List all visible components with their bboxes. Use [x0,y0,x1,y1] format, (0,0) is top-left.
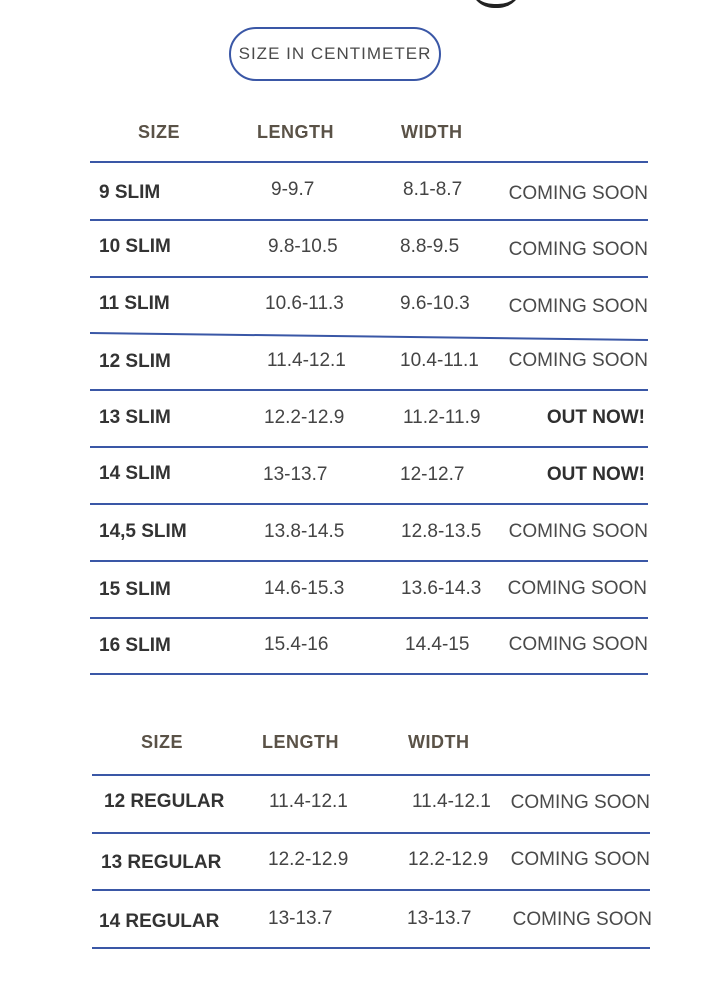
width-cell: 10.4-11.1 [400,350,479,371]
status-cell: COMING SOON [508,296,648,317]
table-divider [90,673,648,675]
header-width: WIDTH [401,122,463,142]
header-length: LENGTH [262,732,339,752]
status-cell: COMING SOON [510,792,650,813]
status-cell: COMING SOON [510,849,650,870]
status-cell: COMING SOON [512,909,652,930]
table-row [90,163,650,220]
table-row [90,390,650,447]
length-cell: 11.4-12.1 [269,791,348,812]
table-row [92,833,652,890]
length-cell: 12.2-12.9 [268,849,349,870]
partial-logo [470,0,522,8]
width-cell: 11.4-12.1 [412,791,491,812]
size-cell: 13 SLIM [99,407,171,428]
width-cell: 12.2-12.9 [408,849,489,870]
size-cell: 10 SLIM [99,236,171,257]
length-cell: 13-13.7 [263,464,328,485]
width-cell: 9.6-10.3 [400,293,470,314]
header-size: SIZE [138,122,181,142]
width-cell: 13.6-14.3 [401,578,482,599]
width-cell: 12.8-13.5 [401,521,482,542]
table-row [90,504,650,561]
status-cell: COMING SOON [508,183,648,204]
length-cell: 9.8-10.5 [268,236,338,257]
table-row [92,775,652,832]
length-cell: 10.6-11.3 [265,293,344,314]
header-size: SIZE [141,732,184,752]
size-unit-label: SIZE IN CENTIMETER [238,44,432,63]
status-cell: OUT NOW! [546,464,645,485]
table-row [90,561,650,618]
width-cell: 8.1-8.7 [403,179,463,200]
table-row [90,447,650,504]
width-cell: 12-12.7 [400,464,465,485]
table-row [90,334,650,391]
status-cell: COMING SOON [507,578,647,599]
length-cell: 12.2-12.9 [264,407,345,428]
size-in-centimeter-button[interactable] [229,27,441,81]
length-cell: 14.6-15.3 [264,578,345,599]
size-cell: 14,5 SLIM [99,521,187,542]
length-cell: 9-9.7 [271,179,315,200]
status-cell: COMING SOON [508,239,648,260]
table-row [90,277,650,334]
length-cell: 13-13.7 [268,908,333,929]
size-cell: 13 REGULAR [101,852,222,873]
size-cell: 12 SLIM [99,351,171,372]
size-cell: 16 SLIM [99,635,171,656]
length-cell: 13.8-14.5 [264,521,345,542]
width-cell: 14.4-15 [405,634,470,655]
size-cell: 14 REGULAR [99,911,220,932]
header-length: LENGTH [257,122,334,142]
width-cell: 13-13.7 [407,908,472,929]
width-cell: 11.2-11.9 [403,407,481,428]
table-row [92,890,652,947]
status-cell: COMING SOON [508,521,648,542]
status-cell: COMING SOON [508,634,648,655]
length-cell: 11.4-12.1 [267,350,346,371]
status-cell: COMING SOON [508,350,648,371]
length-cell: 15.4-16 [264,634,329,655]
width-cell: 8.8-9.5 [400,236,460,257]
status-cell: OUT NOW! [546,407,645,428]
size-cell: 9 SLIM [99,182,161,203]
size-cell: 14 SLIM [99,463,171,484]
table-row [90,220,650,277]
size-cell: 11 SLIM [99,293,170,314]
table-row [90,618,650,675]
size-cell: 15 SLIM [99,579,171,600]
table-divider [92,947,650,949]
size-cell: 12 REGULAR [104,791,225,812]
header-width: WIDTH [408,732,470,752]
